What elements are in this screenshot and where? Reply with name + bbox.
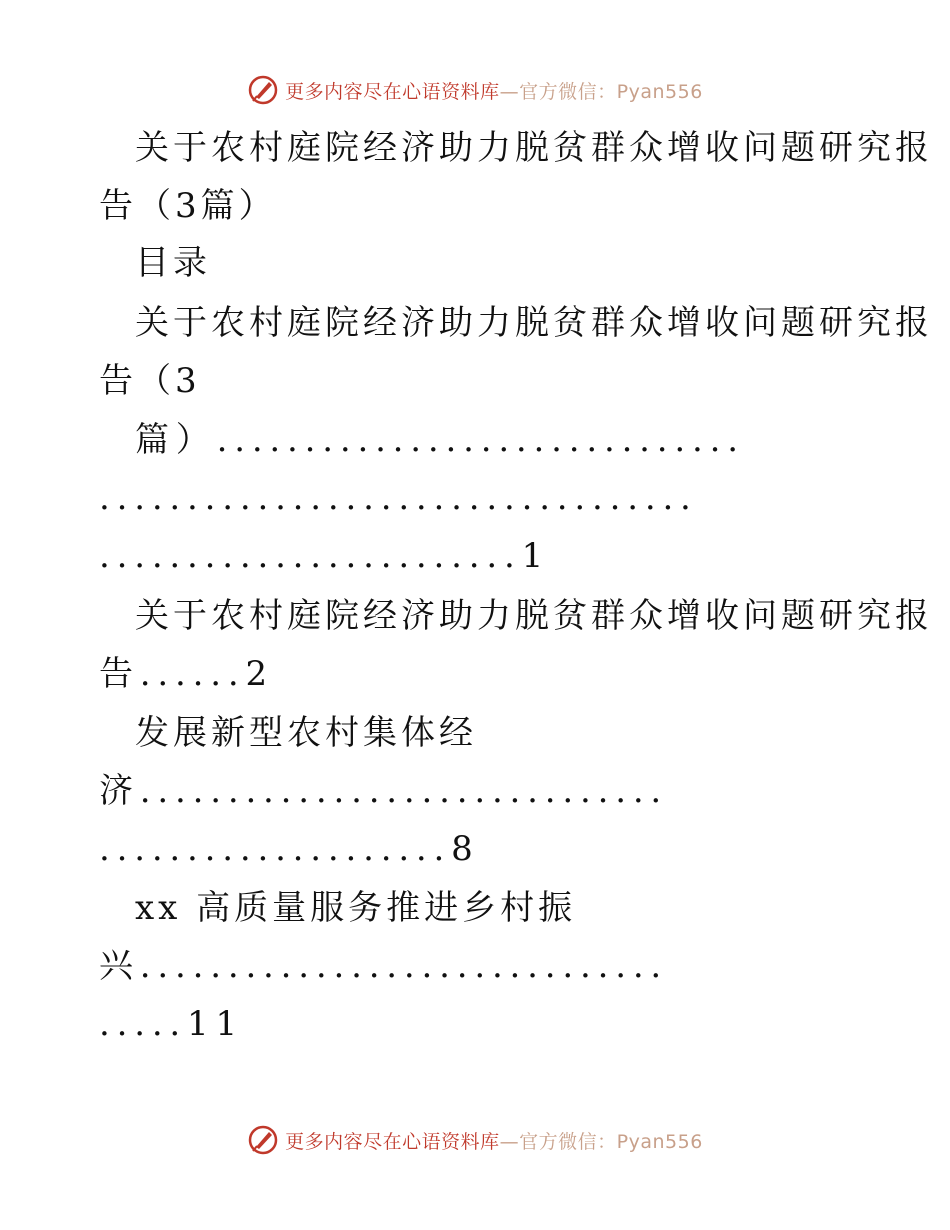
banner-wechat-text: —官方微信：Pyan556 [499,1130,703,1153]
toc-heading: 目录 [135,243,211,283]
toc-entry-2-line-1[interactable]: 关于农村庭院经济助力脱贫群众增收问题研究报 [135,596,933,636]
title-line-1: 关于农村庭院经济助力脱贫群众增收问题研究报 [135,128,933,168]
quill-pen-logo-icon [247,1124,279,1156]
title-line-2: 告（3篇） [99,186,277,226]
toc-entry-4-line-1[interactable]: xx 高质量服务推进乡村振 [135,888,577,928]
banner-wechat-text: —官方微信：Pyan556 [499,80,703,103]
toc-entry-3-page[interactable]: ....................8 [99,829,480,869]
quill-pen-logo-icon [247,74,279,106]
toc-entry-1-line-2[interactable]: 告（3 [99,361,201,401]
toc-entry-1-dots[interactable]: .................................. [99,478,698,518]
toc-entry-4-page[interactable]: .....11 [99,1004,244,1044]
toc-entry-1-line-3[interactable]: 篇）.............................. [135,420,745,460]
footer-banner [0,1120,950,1160]
header-banner [0,70,950,110]
toc-entry-1-line-1[interactable]: 关于农村庭院经济助力脱贫群众增收问题研究报 [135,303,933,343]
toc-entry-3-line-2[interactable]: 济.............................. [99,771,669,811]
toc-entry-4-line-2[interactable]: 兴.............................. [99,946,669,986]
toc-entry-1-page[interactable]: ........................1 [99,536,551,576]
toc-entry-3-line-1[interactable]: 发展新型农村集体经 [135,713,477,753]
banner-brand-text: 更多内容尽在心语资料库 [285,1130,500,1153]
banner-brand-text: 更多内容尽在心语资料库 [285,80,500,103]
toc-entry-2-page[interactable]: 告......2 [99,654,274,694]
